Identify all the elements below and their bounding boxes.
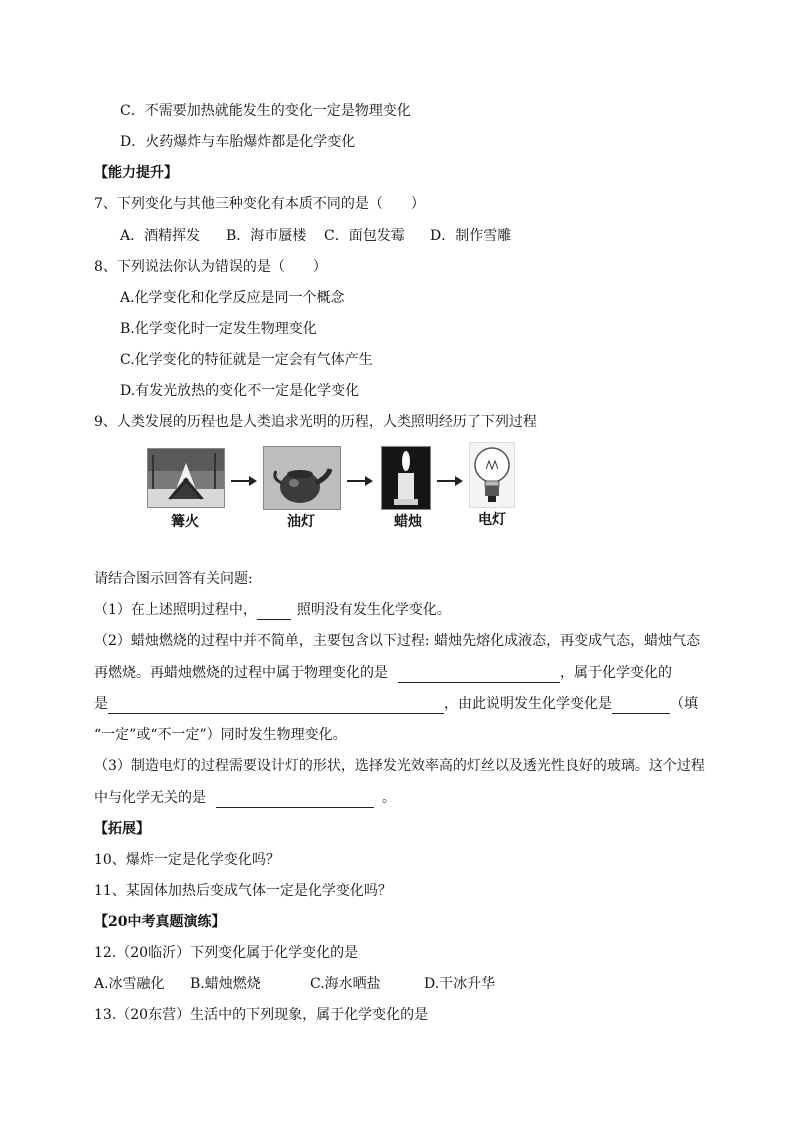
option-b: B．海市蜃楼	[226, 228, 307, 244]
arrow-1	[231, 480, 255, 482]
question-12-stem: 12.（20临沂）下列变化属于化学变化的是	[94, 945, 359, 961]
candle-image	[381, 446, 431, 510]
section-heading-expand: 【拓展】	[94, 821, 150, 837]
caption-light-bulb: 电灯	[478, 512, 506, 528]
option-c: C．面包发霉	[324, 228, 405, 244]
section-heading-exam: 【20中考真题演练】	[94, 914, 226, 930]
question-7-options	[120, 227, 511, 245]
option-d: D．制作雪雕	[430, 228, 512, 244]
section-heading-ability: 【能力提升】	[94, 165, 178, 181]
question-8-stem: 8、下列说法你认为错误的是（ ）	[94, 259, 327, 275]
question-9-part-2-line-2: 再燃烧。再蜡烛燃烧的过程中属于物理变化的是 ，属于化学变化的	[94, 665, 672, 681]
question-9-stem: 9、人类发展的历程也是人类追求光明的历程，人类照明经历了下列过程	[94, 414, 537, 430]
question-9-part-2-line-1: （2）蜡烛燃烧的过程中并不简单，主要包含以下过程: 蜡烛先熔化成液态，再变成气态，蜡烛气态	[94, 633, 701, 649]
caption-candle: 蜡烛	[394, 514, 422, 530]
question-12-options	[94, 975, 495, 993]
arrow-2	[347, 480, 371, 482]
option-a: A.冰雪融化	[94, 976, 165, 992]
question-11: 11、某固体加热后变成气体一定是化学变化吗？	[94, 883, 392, 899]
caption-bonfire: 篝火	[171, 514, 199, 530]
arrow-3	[437, 480, 461, 482]
question-10: 10、爆炸一定是化学变化吗？	[94, 852, 280, 868]
answer-blank-chemical[interactable]	[108, 695, 444, 714]
answer-blank-unrelated[interactable]	[216, 789, 374, 808]
question-9-part-1: （1）在上述照明过程中， 照明没有发生化学变化。	[94, 602, 451, 618]
caption-oil-lamp: 油灯	[287, 514, 315, 530]
answer-blank-physical[interactable]	[398, 664, 560, 683]
option-a: A．酒精挥发	[120, 228, 201, 244]
question-9-part-2-line-3: 是 ，由此说明发生化学变化是 （填	[94, 696, 698, 712]
question-9-part-2-line-4: “一定”或“不一定”）同时发生物理变化。	[94, 727, 347, 743]
question-6-option-d: D．火药爆炸与车胎爆炸都是化学变化	[120, 134, 356, 150]
question-6-option-c: C．不需要加热就能发生的变化一定是物理变化	[120, 103, 411, 119]
question-9-prompt: 请结合图示回答有关问题:	[94, 571, 253, 587]
answer-blank-necessity[interactable]	[612, 695, 670, 714]
oil-lamp-image	[263, 446, 341, 510]
question-9-part-3-line-2: 中与化学无关的是 。	[94, 790, 396, 806]
question-8-option-d: D.有发光放热的变化不一定是化学变化	[120, 383, 360, 399]
option-c: C.海水晒盐	[310, 976, 381, 992]
question-8-option-c: C.化学变化的特征就是一定会有气体产生	[120, 352, 373, 368]
question-8-option-b: B.化学变化时一定发生物理变化	[120, 321, 317, 337]
light-bulb-image	[469, 442, 515, 508]
bonfire-image	[147, 448, 225, 508]
option-b: B.蜡烛燃烧	[190, 976, 261, 992]
answer-blank-1[interactable]	[257, 601, 291, 620]
question-9-part-3-line-1: （3）制造电灯的过程需要设计灯的形状，选择发光效率高的灯丝以及透光性良好的玻璃。这个过程	[94, 758, 705, 774]
question-7-stem: 7、下列变化与其他三种变化有本质不同的是（ ）	[94, 196, 425, 212]
question-13-stem: 13.（20东营）生活中的下列现象，属于化学变化的是	[94, 1007, 429, 1023]
question-8-option-a: A.化学变化和化学反应是同一个概念	[120, 290, 345, 306]
option-d: D.干冰升华	[424, 976, 496, 992]
